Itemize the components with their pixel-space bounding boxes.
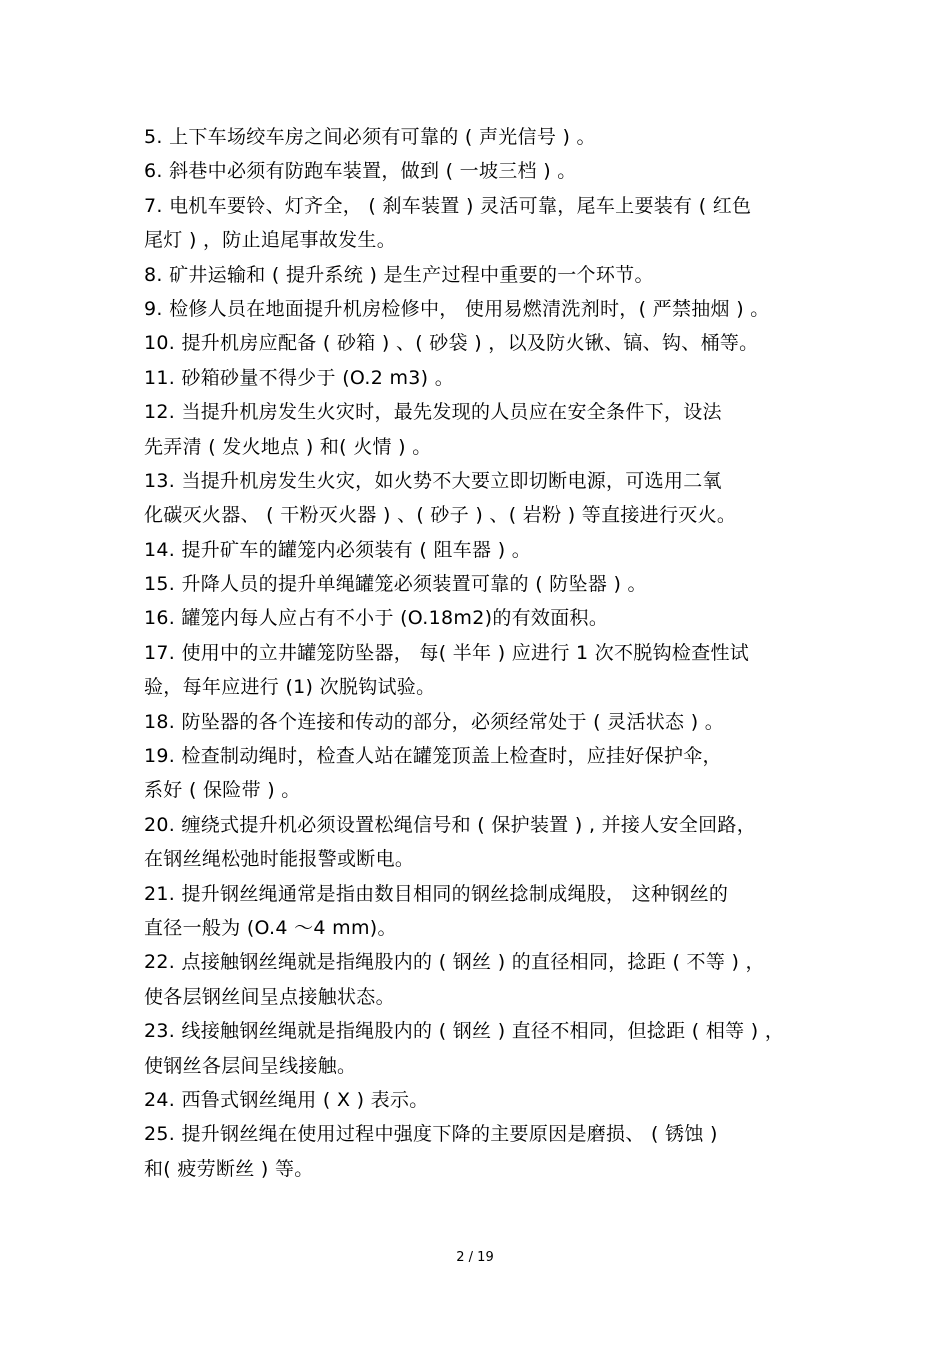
text-line: 16. 罐笼内每人应占有不小于 (O.18m2)的有效面积。	[144, 607, 609, 630]
text-line: 20. 缠绕式提升机必须设置松绳信号和 ( 保护装置 ) , 并接人安全回路，	[144, 813, 757, 836]
text-line: 22. 点接触钢丝绳就是指绳股内的 ( 钢丝 ) 的直径相同，捻距 ( 不等 ) ，	[144, 951, 765, 974]
text-line: 25. 提升钢丝绳在使用过程中强度下降的主要原因是磨损、 ( 锈蚀 )	[144, 1123, 718, 1146]
text-line: 8. 矿井运输和 ( 提升系统 ) 是生产过程中重要的一个环节。	[144, 263, 654, 286]
text-line: 19. 检查制动绳时，检查人站在罐笼顶盖上检查时，应挂好保护伞，	[144, 745, 722, 768]
text-line: 13. 当提升机房发生火灾，如火势不大要立即切断电源，可选用二氧	[144, 469, 722, 492]
text-line: 11. 砂箱砂量不得少于 (O.2 m3) 。	[144, 366, 455, 389]
text-line: 尾灯 ) ，防止追尾事故发生。	[144, 229, 396, 252]
document-body	[144, 120, 824, 1186]
text-line: 23. 线接触钢丝绳就是指绳股内的 ( 钢丝 ) 直径不相同，但捻距 ( 相等 ) ，	[144, 1020, 785, 1043]
text-line: 5. 上下车场绞车房之间必须有可靠的 ( 声光信号 ) 。	[144, 126, 596, 148]
text-line: 系好 ( 保险带 ) 。	[144, 779, 301, 802]
text-line: 6. 斜巷中必须有防跑车装置，做到 ( 一坡三档 ) 。	[144, 160, 577, 183]
text-line: 15. 升降人员的提升单绳罐笼必须装置可靠的 ( 防坠器 ) 。	[144, 573, 647, 596]
text-line: 先弄清 ( 发火地点 ) 和( 火情 ) 。	[144, 435, 432, 458]
text-line: 18. 防坠器的各个连接和传动的部分，必须经常处于 ( 灵活状态 ) 。	[144, 710, 725, 733]
text-line: 直径一般为 (O.4 ～4 mm)。	[144, 916, 397, 939]
text-line: 21. 提升钢丝绳通常是指由数目相同的钢丝捻制成绳股， 这种钢丝的	[144, 882, 729, 905]
text-line: 验，每年应进行 (1) 次脱钩试验。	[144, 676, 436, 699]
text-line: 17. 使用中的立井罐笼防坠器， 每( 半年 ) 应进行 1 次不脱钩检查性试	[144, 641, 750, 664]
text-line: 12. 当提升机房发生火灾时，最先发现的人员应在安全条件下，设法	[144, 401, 722, 424]
text-line: 在钢丝绳松弛时能报警或断电。	[144, 848, 415, 871]
text-line: 使钢丝各层间呈线接触。	[144, 1054, 357, 1077]
text-line: 7. 电机车要铃、灯齐全， ( 刹车装置 ) 灵活可靠，尾车上要装有 ( 红色	[144, 194, 752, 217]
text-line: 14. 提升矿车的罐笼内必须装有 ( 阻车器 ) 。	[144, 538, 532, 561]
text-line: 化碳灭火器、 ( 干粉灭火器 ) 、( 砂子 ) 、( 岩粉 ) 等直接进行灭火。	[144, 504, 737, 527]
text-line: 和( 疲劳断丝 ) 等。	[144, 1157, 314, 1180]
text-line: 9. 检修人员在地面提升机房检修中， 使用易燃清洗剂时，( 严禁抽烟 ) 。	[144, 297, 770, 320]
text-line: 使各层钢丝间呈点接触状态。	[144, 985, 395, 1008]
text-line: 10. 提升机房应配备 ( 砂箱 ) 、( 砂袋 ) ，以及防火锹、镐、钩、桶等。	[144, 332, 759, 355]
text-line: 24. 西鲁式钢丝绳用 ( X ) 表示。	[144, 1088, 429, 1111]
page-number: 2 / 19	[456, 1250, 494, 1265]
